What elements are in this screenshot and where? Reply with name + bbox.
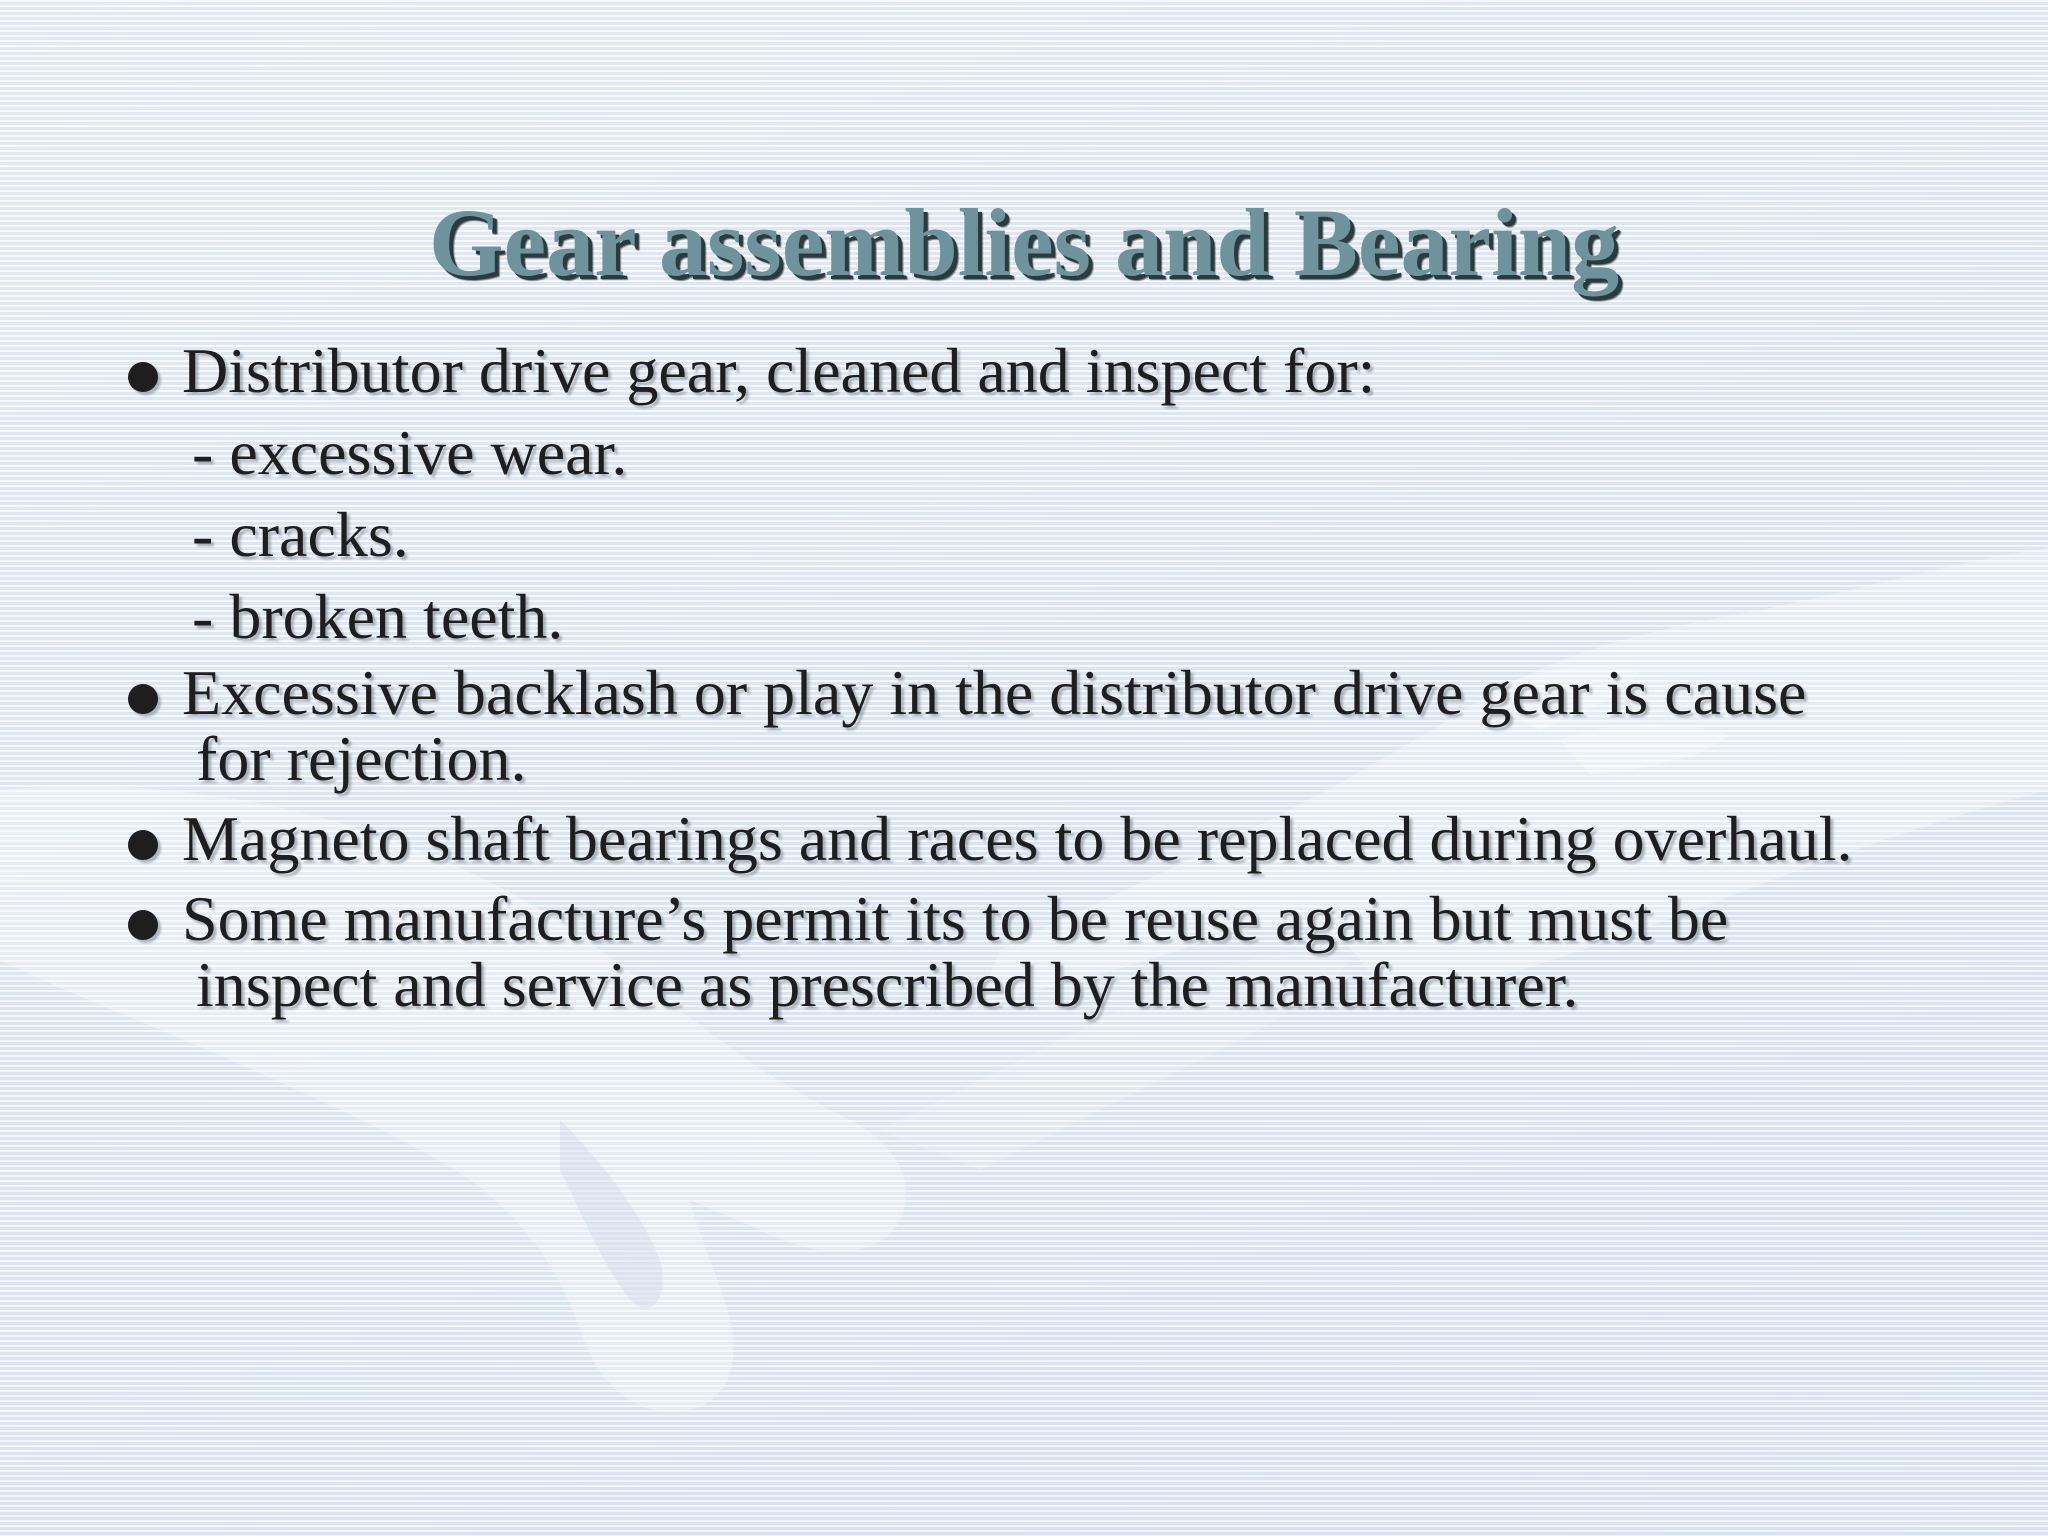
bullet-item [128, 657, 1988, 794]
sub-list [128, 412, 1988, 658]
bullet-text-line: for rejection. [196, 723, 527, 794]
bullet-dot-icon [128, 684, 158, 714]
bullet-item [128, 883, 1988, 1020]
slide-content [128, 330, 1988, 1018]
sub-item: - excessive wear. [192, 417, 628, 488]
bullet-text-line: Some manufacture’s permit its to be reuse again but must be [182, 883, 1729, 954]
bullet-dot-icon [128, 830, 158, 860]
sub-item: - cracks. [192, 499, 409, 570]
bullet-text: Distributor drive gear, cleaned and inspect for: [182, 335, 1376, 406]
bullet-text-line: inspect and service as prescribed by the manufacturer. [196, 949, 1579, 1020]
bullet-item [128, 803, 1988, 874]
bullet-text-line: Excessive backlash or play in the distributor drive gear is cause [182, 657, 1807, 728]
bullet-item [128, 330, 1988, 412]
bullet-dot-icon [128, 362, 158, 392]
bullet-text: Magneto shaft bearings and races to be replaced during overhaul. [182, 803, 1853, 874]
bullet-dot-icon [128, 910, 158, 940]
slide-title: Gear assemblies and Bearing [428, 189, 1620, 296]
sub-item: - broken teeth. [192, 581, 564, 652]
